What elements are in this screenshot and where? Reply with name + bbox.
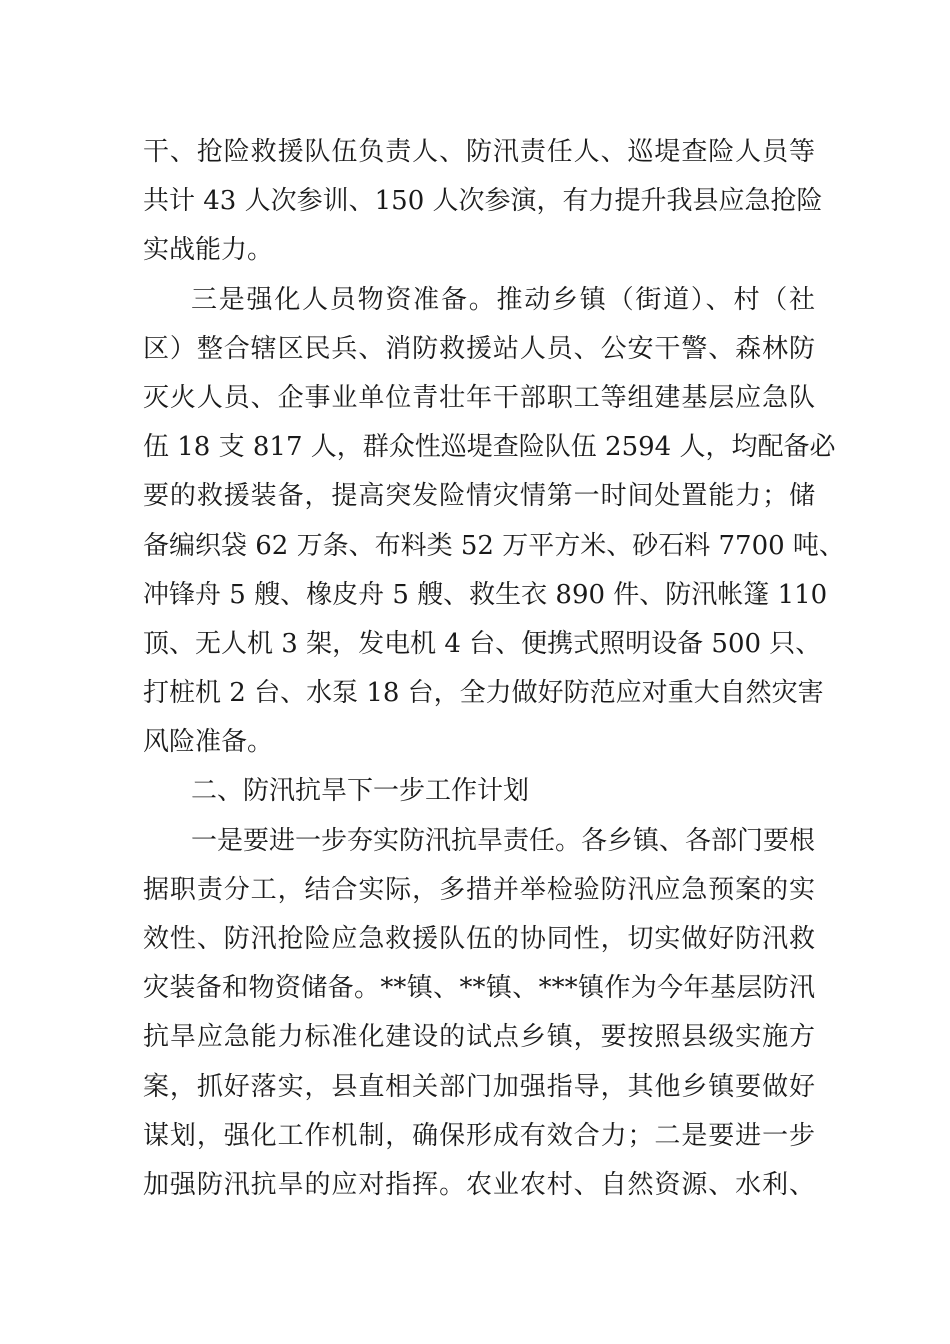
text-line: 顶、无人机 3 架，发电机 4 台、便携式照明设备 500 只、: [143, 628, 822, 659]
text-line: 备编织袋 62 万条、布料类 52 万平方米、砂石料 7700 吨、: [143, 530, 845, 561]
text-line: 打桩机 2 台、水泵 18 台，全力做好防范应对重大自然灾害: [143, 678, 824, 709]
text-line: 要的救援装备，提高突发险情灾情第一时间处置能力；储: [143, 481, 815, 512]
text-line: 干、抢险救援队伍负责人、防汛责任人、巡堤查险人员等: [143, 137, 815, 167]
text-line: 加强防汛抗旱的应对指挥。农业农村、自然资源、水利、: [143, 1169, 815, 1200]
text-line: 共计 43 人次参训、150 人次参演，有力提升我县应急抢险: [143, 186, 823, 217]
text-line: 实战能力。: [143, 235, 274, 266]
text-line: 据职责分工，结合实际，多措并举检验防汛应急预案的实: [143, 874, 815, 905]
paragraph-first-line: 三是强化人员物资准备。推动乡镇（街道）、村（社: [191, 284, 815, 315]
text-line: 区）整合辖区民兵、消防救援站人员、公安干警、森林防: [143, 333, 815, 364]
text-line: 案，抓好落实，县直相关部门加强指导，其他乡镇要做好: [143, 1071, 815, 1102]
text-line: 伍 18 支 817 人，群众性巡堤查险队伍 2594 人，均配备必: [143, 432, 836, 463]
document-body: [143, 128, 845, 1210]
text-line: 灭火人员、企事业单位青壮年干部职工等组建基层应急队: [143, 382, 815, 413]
text-line: 风险准备。: [143, 727, 274, 758]
text-line: 谋划，强化工作机制，确保形成有效合力；二是要进一步: [143, 1120, 815, 1151]
section-heading: 二、防汛抗旱下一步工作计划: [191, 776, 530, 807]
text-line: 灾装备和物资储备。**镇、**镇、***镇作为今年基层防汛: [143, 973, 815, 1004]
text-line: 效性、防汛抢险应急救援队伍的协同性，切实做好防汛救: [143, 924, 815, 954]
paragraph-first-line: 一是要进一步夯实防汛抗旱责任。各乡镇、各部门要根: [191, 825, 816, 856]
text-line: 冲锋舟 5 艘、橡皮舟 5 艘、救生衣 890 件、防汛帐篷 110: [143, 579, 828, 610]
text-line: 抗旱应急能力标准化建设的试点乡镇，要按照县级实施方: [143, 1022, 815, 1053]
